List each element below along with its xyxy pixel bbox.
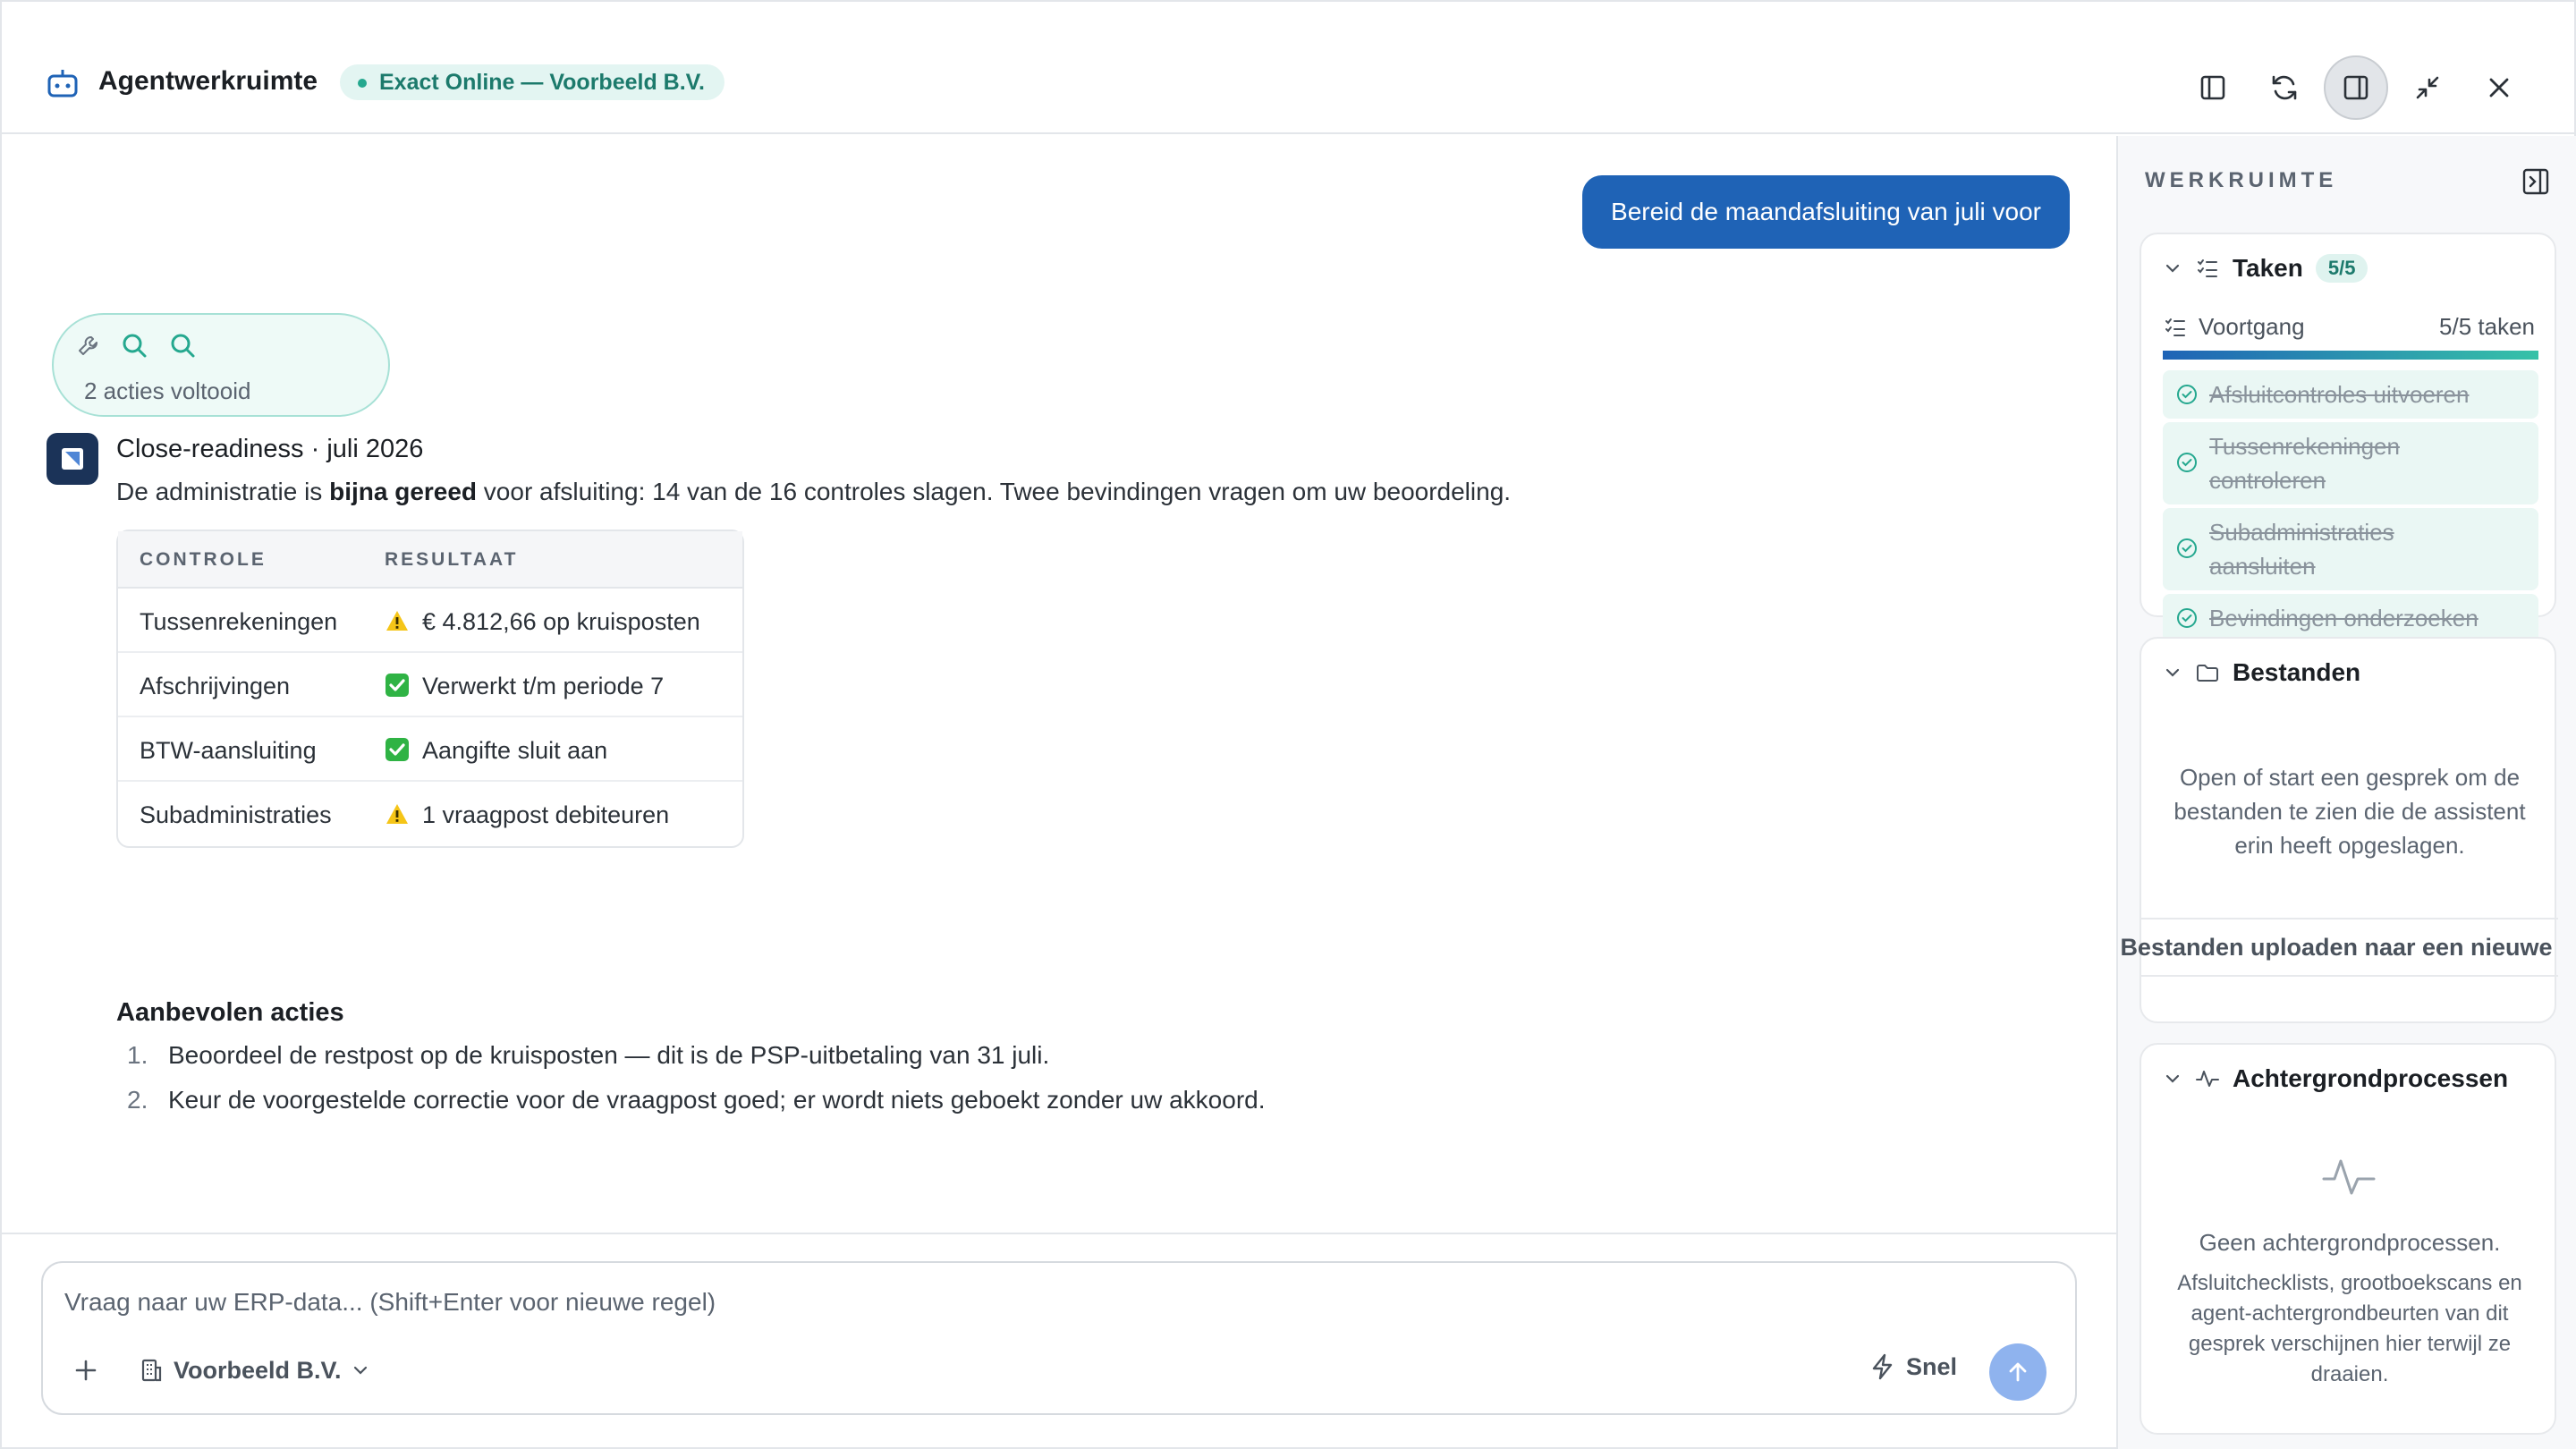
split-panel-button[interactable]	[2324, 55, 2388, 120]
task-item	[2163, 370, 2538, 419]
tasks-count-badge: 5/5	[2316, 254, 2368, 283]
files-title: Bestanden	[2233, 658, 2361, 686]
close-icon	[2487, 75, 2512, 100]
checklist-icon	[2163, 315, 2188, 340]
progress-label	[2163, 313, 2305, 341]
table-header	[118, 531, 742, 589]
minimize-button[interactable]	[2395, 55, 2460, 120]
background-card	[2140, 1043, 2556, 1435]
workspace-panel	[2116, 136, 2576, 1449]
company-badge-label: Exact Online — Voorbeeld B.V.	[379, 70, 705, 95]
activity-icon	[2195, 1066, 2220, 1091]
intro-emphasis: bijna gereed	[329, 478, 478, 505]
check-circle-icon	[2175, 383, 2199, 406]
progress-label-text: Voortgang	[2199, 313, 2305, 340]
task-item	[2163, 508, 2538, 590]
intro-text: voor afsluiting: 14 van de 16 controles slagen. Twee bevindingen vragen om uw beoordeling.	[477, 478, 1512, 505]
tasks-header[interactable]	[2163, 254, 2368, 283]
send-button[interactable]	[1989, 1343, 2046, 1401]
chevron-down-icon	[2163, 258, 2182, 278]
progress-count: 5/5 taken	[2439, 313, 2535, 340]
chevron-down-icon	[351, 1360, 370, 1380]
controls-table	[116, 530, 744, 848]
collapse-panel-icon[interactable]	[2521, 166, 2551, 197]
files-empty-text: Open of start een gesprek om de bestanden te zien die de assistent erin heeft opgeslagen.	[2174, 764, 2526, 859]
table-row	[118, 589, 742, 653]
progress-fill	[2163, 351, 2538, 360]
folder-icon	[2195, 660, 2220, 685]
files-header[interactable]	[2163, 658, 2360, 687]
tasks-title: Taken	[2233, 254, 2303, 282]
control-name: Afschrijvingen	[140, 673, 291, 699]
search-icon	[120, 331, 148, 360]
background-title: Achtergrondprocessen	[2233, 1064, 2509, 1092]
refresh-button[interactable]	[2252, 55, 2317, 120]
recommended-title: Aanbevolen acties	[116, 998, 344, 1027]
list-number: 2.	[127, 1086, 148, 1114]
composer	[41, 1261, 2077, 1415]
task-label: Afsluitcontroles uitvoeren	[2209, 381, 2470, 408]
actions-summary-label: 2 acties voltooid	[84, 377, 251, 404]
assistant-logo-icon	[47, 433, 98, 485]
message-input[interactable]	[64, 1283, 2032, 1322]
upload-files-button[interactable]	[2120, 918, 2558, 977]
table-row	[118, 782, 742, 846]
background-empty-desc: Afsluitchecklists, grootboekscans en agent-achtergrondbeurten van dit gesprek verschijnen hier terwijl ze draaien.	[2177, 1271, 2522, 1386]
app-title: Agentwerkruimte	[98, 66, 318, 96]
table-row	[118, 653, 742, 717]
task-list[interactable]	[2163, 370, 2538, 631]
column-header-control: CONTROLE	[140, 549, 267, 570]
actions-summary[interactable]	[52, 313, 390, 417]
company-badge	[340, 64, 724, 100]
list-text: Beoordeel de restpost op de kruisposten — dit is de PSP-uitbetaling van 31 juli.	[168, 1041, 1050, 1069]
list-number: 1.	[127, 1041, 148, 1069]
progress-bar	[2163, 351, 2538, 360]
intro-text: De administratie is	[116, 478, 330, 505]
background-empty-title: Geen achtergrondprocessen.	[2199, 1229, 2501, 1256]
control-name: Tussenrekeningen	[140, 608, 338, 635]
split-panel-icon	[2342, 73, 2370, 102]
mode-label: Snel	[1905, 1352, 1957, 1380]
company-select-label: Voorbeeld B.V.	[174, 1356, 342, 1384]
arrow-up-icon	[2005, 1360, 2030, 1385]
result-text: 1 vraagpost debiteuren	[422, 801, 670, 828]
lightning-icon	[1868, 1352, 1897, 1381]
check-icon	[385, 737, 410, 762]
table-row	[118, 717, 742, 782]
chevron-down-icon	[2163, 663, 2182, 682]
check-circle-icon	[2175, 537, 2199, 560]
company-select[interactable]	[138, 1352, 370, 1388]
task-item	[2163, 594, 2538, 642]
control-result	[385, 737, 607, 765]
header	[0, 0, 2576, 134]
warning-icon	[385, 608, 410, 633]
wrench-icon	[77, 334, 100, 357]
check-circle-icon	[2175, 606, 2199, 630]
assistant-heading: Close-readiness · juli 2026	[116, 435, 424, 463]
sidebar-toggle-button[interactable]	[2181, 55, 2245, 120]
chat-area	[0, 136, 2116, 1233]
task-item	[2163, 422, 2538, 504]
result-text: € 4.812,66 op kruisposten	[422, 608, 700, 635]
assistant-avatar	[47, 433, 98, 485]
warning-icon	[385, 801, 410, 826]
plus-icon[interactable]	[70, 1354, 102, 1386]
control-result	[385, 608, 700, 636]
control-name: Subadministraties	[140, 801, 332, 828]
result-text: Aangifte sluit aan	[422, 737, 608, 764]
files-card	[2120, 637, 2556, 1023]
control-result	[385, 801, 669, 829]
task-label: Bevindingen onderzoeken	[2209, 605, 2479, 631]
tasks-card	[2140, 233, 2556, 631]
sidebar-toggle-icon	[2199, 73, 2227, 102]
building-icon	[138, 1357, 165, 1384]
status-dot	[358, 79, 367, 88]
refresh-icon	[2269, 72, 2300, 103]
close-button[interactable]	[2467, 55, 2531, 120]
panel-title: WERKRUIMTE	[2145, 168, 2338, 192]
assistant-intro	[116, 478, 1511, 506]
task-label: Tussenrekeningen controleren	[2209, 433, 2400, 494]
activity-icon	[2320, 1148, 2377, 1206]
search-icon	[168, 331, 197, 360]
background-header[interactable]	[2163, 1064, 2508, 1093]
check-circle-icon	[2175, 451, 2199, 474]
composer-area	[0, 1233, 2116, 1449]
mode-button[interactable]	[1868, 1352, 1957, 1381]
result-text: Verwerkt t/m periode 7	[422, 673, 665, 699]
task-label: Subadministraties aansluiten	[2209, 519, 2394, 580]
column-header-result: RESULTAAT	[385, 549, 519, 570]
upload-files-label: Bestanden uploaden naar een nieuwe	[2120, 934, 2553, 961]
control-result	[385, 673, 664, 700]
check-icon	[385, 673, 410, 698]
user-message: Bereid de maandafsluiting van juli voor	[1582, 175, 2070, 249]
robot-icon	[47, 68, 79, 98]
checklist-icon	[2195, 256, 2220, 281]
minimize-icon	[2413, 73, 2442, 102]
list-text: Keur de voorgestelde correctie voor de vraagpost goed; er wordt niets geboekt zonder uw akkoord.	[168, 1086, 1266, 1114]
chevron-down-icon	[2163, 1069, 2182, 1089]
control-name: BTW-aansluiting	[140, 737, 317, 764]
